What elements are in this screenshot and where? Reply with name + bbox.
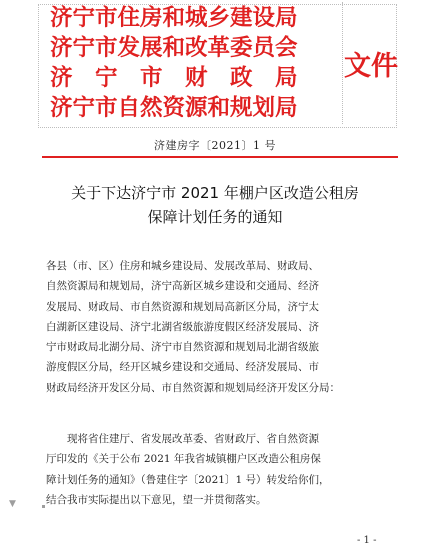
doc-type-label: 文件 xyxy=(344,51,398,82)
issuer-line: 济 宁 市 财 政 局 xyxy=(50,65,298,91)
text-line: 游度假区分局，经开区城乡建设和交通局、经济发展局、市 xyxy=(46,361,319,374)
addressee-paragraph xyxy=(46,256,388,398)
text-line: 财政局经济开发区分局、市自然资源和规划局经济开发区分局： xyxy=(46,381,340,394)
title-line: 保障计划任务的通知 xyxy=(147,208,283,226)
issuer-line: 济宁市自然资源和规划局 xyxy=(50,95,298,121)
issuer-line: 济宁市住房和城乡建设局 xyxy=(50,5,298,31)
corner-mark xyxy=(42,505,45,508)
body-paragraph xyxy=(46,429,388,510)
red-divider xyxy=(42,156,398,158)
text-line: 发展局、财政局、市自然资源和规划局高新区分局，济宁太 xyxy=(46,300,319,313)
document-title xyxy=(40,181,390,229)
text-line: 白湖新区建设局、济宁北湖省级旅游度假区经济发展局、济 xyxy=(46,320,319,333)
text-line: 厅印发的《关于公布 2021 年我省城镇棚户区改造公租房保 xyxy=(46,453,321,466)
text-line: 现将省住建厅、省发展改革委、省财政厅、省自然资源 xyxy=(46,433,319,445)
text-line: 宁市财政局北湖分局、济宁市自然资源和规划局北湖省级旅 xyxy=(46,341,319,354)
page-number: - 1 - xyxy=(357,535,377,546)
issuer-line: 济宁市发展和改革委员会 xyxy=(50,35,298,61)
text-line: 结合我市实际提出以下意见，望一并贯彻落实。 xyxy=(46,493,267,506)
document-number: 济建房字〔2021〕1 号 xyxy=(154,139,276,152)
text-line: 自然资源局和规划局，济宁高新区城乡建设和交通局、经济 xyxy=(46,280,319,293)
text-line: 障计划任务的通知》（鲁建住字〔2021〕1 号）转发给你们， xyxy=(46,473,330,486)
text-line: 各县（市、区）住房和城乡建设局、发展改革局、财政局、 xyxy=(46,260,319,272)
collapse-arrow-icon[interactable]: ▼ xyxy=(9,499,16,509)
title-line: 关于下达济宁市 2021 年棚户区改造公租房 xyxy=(71,184,359,202)
